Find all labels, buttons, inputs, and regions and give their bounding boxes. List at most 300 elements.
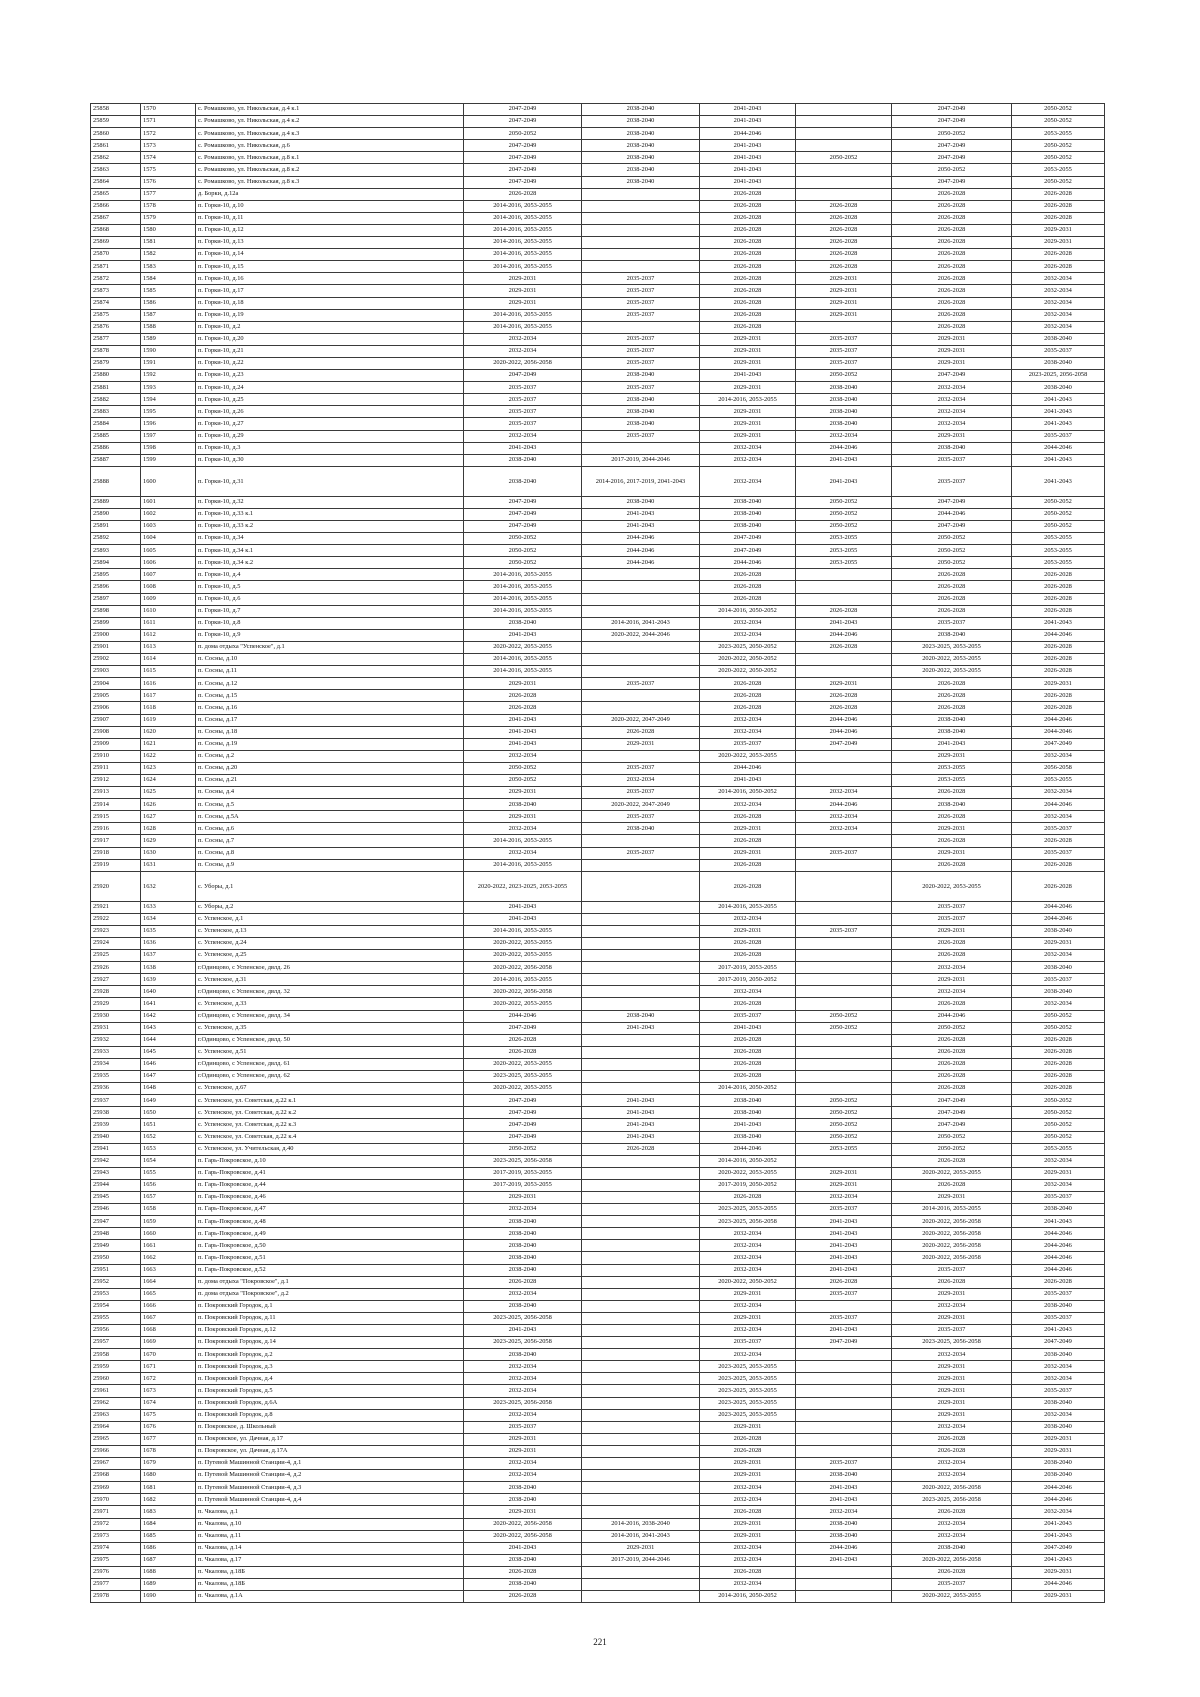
period-5-cell: 2038-2040 <box>892 1542 1012 1554</box>
record-number-cell: 1680 <box>141 1470 196 1482</box>
period-2-cell: 2035-2037 <box>582 762 700 774</box>
period-5-cell: 2026-2028 <box>892 200 1012 212</box>
address-cell: п. Гарь-Покровское, д.10 <box>196 1155 464 1167</box>
period-2-cell: 2041-2043 <box>582 1022 700 1034</box>
period-6-cell: 2032-2034 <box>1012 1179 1105 1191</box>
period-5-cell: 2047-2049 <box>892 521 1012 533</box>
period-4-cell: 2050-2052 <box>796 508 892 520</box>
period-5-cell: 2032-2034 <box>892 406 1012 418</box>
period-3-cell: 2035-2037 <box>700 738 796 750</box>
row-id-cell: 25940 <box>91 1131 141 1143</box>
period-1-cell: 2023-2025, 2056-2058 <box>464 1337 582 1349</box>
period-4-cell: 2029-2031 <box>796 297 892 309</box>
period-1-cell: 2026-2028 <box>464 1034 582 1046</box>
period-5-cell: 2020-2022, 2056-2058 <box>892 1216 1012 1228</box>
period-5-cell: 2020-2022, 2053-2055 <box>892 1167 1012 1179</box>
period-5-cell: 2047-2049 <box>892 104 1012 116</box>
row-id-cell: 25962 <box>91 1397 141 1409</box>
address-cell: п. Горки-10, д.16 <box>196 273 464 285</box>
period-1-cell: 2038-2040 <box>464 1300 582 1312</box>
period-6-cell: 2047-2049 <box>1012 1542 1105 1554</box>
address-cell: п. Горки-10, д.26 <box>196 406 464 418</box>
row-id-cell: 25953 <box>91 1288 141 1300</box>
period-5-cell: 2047-2049 <box>892 1107 1012 1119</box>
record-number-cell: 1672 <box>141 1373 196 1385</box>
table-row <box>91 1143 1105 1155</box>
period-3-cell: 2026-2028 <box>700 1566 796 1578</box>
table-row <box>91 1312 1105 1324</box>
period-5-cell: 2047-2049 <box>892 496 1012 508</box>
period-3-cell: 2026-2028 <box>700 1046 796 1058</box>
period-5-cell: 2029-2031 <box>892 1288 1012 1300</box>
period-1-cell: 2041-2043 <box>464 738 582 750</box>
row-id-cell: 25892 <box>91 533 141 545</box>
period-5-cell: 2026-2028 <box>892 569 1012 581</box>
period-3-cell: 2014-2016, 2053-2055 <box>700 394 796 406</box>
period-5-cell: 2026-2028 <box>892 1566 1012 1578</box>
row-id-cell: 25934 <box>91 1058 141 1070</box>
period-1-cell: 2041-2043 <box>464 913 582 925</box>
period-6-cell: 2026-2028 <box>1012 835 1105 847</box>
period-4-cell <box>796 1034 892 1046</box>
row-id-cell: 25931 <box>91 1022 141 1034</box>
table-row <box>91 1034 1105 1046</box>
period-3-cell: 2014-2016, 2050-2052 <box>700 787 796 799</box>
period-6-cell: 2038-2040 <box>1012 986 1105 998</box>
period-2-cell <box>582 1445 700 1457</box>
address-cell: п. Сосны, д.21 <box>196 774 464 786</box>
period-5-cell: 2050-2052 <box>892 1022 1012 1034</box>
period-3-cell: 2029-2031 <box>700 1312 796 1324</box>
period-2-cell <box>582 1506 700 1518</box>
period-2-cell <box>582 1058 700 1070</box>
table-row <box>91 738 1105 750</box>
period-1-cell: 2029-2031 <box>464 1506 582 1518</box>
period-1-cell: 2020-2022, 2056-2058 <box>464 986 582 998</box>
row-id-cell: 25966 <box>91 1445 141 1457</box>
period-1-cell: 2032-2034 <box>464 1409 582 1421</box>
period-2-cell <box>582 1397 700 1409</box>
period-4-cell: 2050-2052 <box>796 370 892 382</box>
row-id-cell: 25887 <box>91 454 141 466</box>
period-6-cell: 2026-2028 <box>1012 654 1105 666</box>
table-row <box>91 1228 1105 1240</box>
period-3-cell: 2017-2019, 2050-2052 <box>700 974 796 986</box>
row-id-cell: 25908 <box>91 726 141 738</box>
period-1-cell: 2014-2016, 2053-2055 <box>464 835 582 847</box>
period-5-cell: 2026-2028 <box>892 1034 1012 1046</box>
row-id-cell: 25910 <box>91 750 141 762</box>
period-6-cell: 2044-2046 <box>1012 799 1105 811</box>
period-6-cell: 2026-2028 <box>1012 261 1105 273</box>
record-number-cell: 1572 <box>141 128 196 140</box>
period-5-cell: 2044-2046 <box>892 508 1012 520</box>
period-1-cell: 2014-2016, 2053-2055 <box>464 593 582 605</box>
address-cell: п. Чкалова, д.11 <box>196 1530 464 1542</box>
period-1-cell: 2032-2034 <box>464 333 582 345</box>
record-number-cell: 1626 <box>141 799 196 811</box>
record-number-cell: 1618 <box>141 702 196 714</box>
period-3-cell: 2041-2043 <box>700 116 796 128</box>
table-row <box>91 557 1105 569</box>
period-2-cell: 2038-2040 <box>582 823 700 835</box>
period-1-cell: 2035-2037 <box>464 418 582 430</box>
period-5-cell: 2026-2028 <box>892 938 1012 950</box>
period-4-cell: 2047-2049 <box>796 738 892 750</box>
period-1-cell: 2020-2022, 2053-2055 <box>464 950 582 962</box>
period-6-cell: 2026-2028 <box>1012 641 1105 653</box>
period-1-cell: 2050-2052 <box>464 533 582 545</box>
record-number-cell: 1671 <box>141 1361 196 1373</box>
row-id-cell: 25967 <box>91 1458 141 1470</box>
row-id-cell: 25975 <box>91 1554 141 1566</box>
period-2-cell <box>582 1240 700 1252</box>
address-cell: п. Гарь-Покровское, д.50 <box>196 1240 464 1252</box>
period-4-cell: 2041-2043 <box>796 1482 892 1494</box>
period-3-cell: 2032-2034 <box>700 617 796 629</box>
period-4-cell <box>796 974 892 986</box>
address-cell: с. Успенское, д.25 <box>196 950 464 962</box>
row-id-cell: 25959 <box>91 1361 141 1373</box>
address-cell: п. Горки-10, д.18 <box>196 297 464 309</box>
period-2-cell <box>582 442 700 454</box>
table-row <box>91 750 1105 762</box>
table-row <box>91 176 1105 188</box>
table-row <box>91 629 1105 641</box>
period-5-cell: 2014-2016, 2053-2055 <box>892 1204 1012 1216</box>
period-6-cell: 2029-2031 <box>1012 237 1105 249</box>
period-4-cell <box>796 950 892 962</box>
period-3-cell: 2041-2043 <box>700 104 796 116</box>
period-2-cell <box>582 1252 700 1264</box>
row-id-cell: 25935 <box>91 1071 141 1083</box>
address-cell: п. Сосны, д.10 <box>196 654 464 666</box>
record-number-cell: 1584 <box>141 273 196 285</box>
address-cell: п. Сосны, д.2 <box>196 750 464 762</box>
record-number-cell: 1632 <box>141 871 196 901</box>
period-6-cell: 2053-2055 <box>1012 533 1105 545</box>
record-number-cell: 1675 <box>141 1409 196 1421</box>
address-cell: п. Горки-10, д.10 <box>196 200 464 212</box>
period-2-cell: 2038-2040 <box>582 152 700 164</box>
period-1-cell: 2020-2022, 2056-2058 <box>464 1518 582 1530</box>
record-number-cell: 1642 <box>141 1010 196 1022</box>
period-3-cell: 2041-2043 <box>700 140 796 152</box>
period-3-cell: 2023-2025, 2053-2055 <box>700 1385 796 1397</box>
period-1-cell: 2038-2040 <box>464 617 582 629</box>
row-id-cell: 25923 <box>91 925 141 937</box>
period-5-cell: 2035-2037 <box>892 901 1012 913</box>
period-4-cell: 2041-2043 <box>796 1216 892 1228</box>
period-5-cell: 2035-2037 <box>892 1325 1012 1337</box>
period-5-cell: 2029-2031 <box>892 925 1012 937</box>
address-cell: с. Успенское, ул. Советская, д.22 к.2 <box>196 1107 464 1119</box>
period-4-cell: 2035-2037 <box>796 1288 892 1300</box>
period-4-cell <box>796 581 892 593</box>
period-2-cell: 2020-2022, 2047-2049 <box>582 799 700 811</box>
address-cell: п. Покровский Городок, д.3 <box>196 1361 464 1373</box>
period-3-cell: 2020-2022, 2053-2055 <box>700 1167 796 1179</box>
table-row <box>91 224 1105 236</box>
period-1-cell: 2038-2040 <box>464 1578 582 1590</box>
address-cell: п. Горки-10, д.21 <box>196 345 464 357</box>
table-row <box>91 1349 1105 1361</box>
table-row <box>91 605 1105 617</box>
address-cell: с. Успенское, д.31 <box>196 974 464 986</box>
data-table <box>90 103 1105 1603</box>
period-4-cell: 2038-2040 <box>796 394 892 406</box>
address-cell: п. Сосны, д.18 <box>196 726 464 738</box>
period-4-cell: 2026-2028 <box>796 641 892 653</box>
table-row <box>91 1058 1105 1070</box>
record-number-cell: 1570 <box>141 104 196 116</box>
address-cell: п. Горки-10, д.24 <box>196 382 464 394</box>
table-row <box>91 1578 1105 1590</box>
period-3-cell: 2023-2025, 2050-2052 <box>700 641 796 653</box>
period-6-cell: 2032-2034 <box>1012 1506 1105 1518</box>
period-3-cell: 2026-2028 <box>700 249 796 261</box>
table-row <box>91 164 1105 176</box>
row-id-cell: 25872 <box>91 273 141 285</box>
period-2-cell: 2035-2037 <box>582 678 700 690</box>
period-6-cell: 2032-2034 <box>1012 1155 1105 1167</box>
period-2-cell <box>582 1325 700 1337</box>
table-row <box>91 986 1105 998</box>
period-5-cell: 2026-2028 <box>892 212 1012 224</box>
period-5-cell: 2026-2028 <box>892 593 1012 605</box>
period-2-cell: 2035-2037 <box>582 847 700 859</box>
period-2-cell <box>582 1179 700 1191</box>
record-number-cell: 1657 <box>141 1191 196 1203</box>
period-3-cell: 2020-2022, 2053-2055 <box>700 750 796 762</box>
period-3-cell: 2029-2031 <box>700 1470 796 1482</box>
address-cell: п. Горки-10, д.33 к.1 <box>196 508 464 520</box>
row-id-cell: 25970 <box>91 1494 141 1506</box>
period-3-cell: 2026-2028 <box>700 950 796 962</box>
period-3-cell: 2014-2016, 2050-2052 <box>700 1083 796 1095</box>
period-1-cell: 2041-2043 <box>464 726 582 738</box>
table-row <box>91 1494 1105 1506</box>
record-number-cell: 1664 <box>141 1276 196 1288</box>
period-5-cell: 2026-2028 <box>892 1058 1012 1070</box>
row-id-cell: 25925 <box>91 950 141 962</box>
period-3-cell: 2017-2019, 2053-2055 <box>700 962 796 974</box>
period-1-cell: 2047-2049 <box>464 496 582 508</box>
row-id-cell: 25920 <box>91 871 141 901</box>
period-2-cell: 2032-2034 <box>582 774 700 786</box>
row-id-cell: 25938 <box>91 1107 141 1119</box>
address-cell: п. Горки-10, д.34 к.1 <box>196 545 464 557</box>
period-1-cell: 2038-2040 <box>464 1216 582 1228</box>
record-number-cell: 1645 <box>141 1046 196 1058</box>
period-5-cell: 2047-2049 <box>892 1095 1012 1107</box>
row-id-cell: 25971 <box>91 1506 141 1518</box>
record-number-cell: 1606 <box>141 557 196 569</box>
period-5-cell: 2035-2037 <box>892 1264 1012 1276</box>
period-2-cell: 2038-2040 <box>582 496 700 508</box>
record-number-cell: 1578 <box>141 200 196 212</box>
period-6-cell: 2044-2046 <box>1012 1228 1105 1240</box>
period-1-cell: 2017-2019, 2053-2055 <box>464 1179 582 1191</box>
period-6-cell: 2050-2052 <box>1012 1131 1105 1143</box>
period-6-cell: 2044-2046 <box>1012 913 1105 925</box>
period-2-cell <box>582 1312 700 1324</box>
table-row <box>91 533 1105 545</box>
record-number-cell: 1612 <box>141 629 196 641</box>
period-1-cell: 2032-2034 <box>464 1361 582 1373</box>
period-6-cell: 2038-2040 <box>1012 1349 1105 1361</box>
table-row <box>91 1179 1105 1191</box>
address-cell: п. Горки-10, д.31 <box>196 466 464 496</box>
period-1-cell: 2041-2043 <box>464 1542 582 1554</box>
record-number-cell: 1648 <box>141 1083 196 1095</box>
period-2-cell <box>582 569 700 581</box>
period-5-cell: 2032-2034 <box>892 394 1012 406</box>
table-row <box>91 1566 1105 1578</box>
address-cell: п. Сосны, д.15 <box>196 690 464 702</box>
table-row <box>91 1071 1105 1083</box>
period-4-cell: 2029-2031 <box>796 1167 892 1179</box>
address-cell: п. Сосны, д.12 <box>196 678 464 690</box>
period-3-cell: 2032-2034 <box>700 799 796 811</box>
period-2-cell: 2041-2043 <box>582 1119 700 1131</box>
record-number-cell: 1616 <box>141 678 196 690</box>
period-2-cell <box>582 1566 700 1578</box>
record-number-cell: 1580 <box>141 224 196 236</box>
period-5-cell: 2032-2034 <box>892 1421 1012 1433</box>
period-5-cell: 2026-2028 <box>892 605 1012 617</box>
row-id-cell: 25888 <box>91 466 141 496</box>
period-2-cell <box>582 1470 700 1482</box>
table-row <box>91 200 1105 212</box>
table-row <box>91 1433 1105 1445</box>
row-id-cell: 25974 <box>91 1542 141 1554</box>
period-3-cell: 2044-2046 <box>700 128 796 140</box>
period-2-cell <box>582 859 700 871</box>
period-3-cell: 2032-2034 <box>700 1554 796 1566</box>
period-4-cell: 2050-2052 <box>796 152 892 164</box>
period-1-cell: 2032-2034 <box>464 1373 582 1385</box>
period-3-cell: 2023-2025, 2056-2058 <box>700 1216 796 1228</box>
record-number-cell: 1608 <box>141 581 196 593</box>
period-2-cell: 2041-2043 <box>582 1095 700 1107</box>
record-number-cell: 1640 <box>141 986 196 998</box>
record-number-cell: 1623 <box>141 762 196 774</box>
address-cell: п. Горки-10, д.14 <box>196 249 464 261</box>
row-id-cell: 25862 <box>91 152 141 164</box>
period-4-cell: 2035-2037 <box>796 357 892 369</box>
period-2-cell <box>582 1361 700 1373</box>
period-6-cell: 2044-2046 <box>1012 1252 1105 1264</box>
address-cell: г.Одинцово, с Успенское, двлд. 32 <box>196 986 464 998</box>
address-cell: п. Покровский Городок, д.14 <box>196 1337 464 1349</box>
record-number-cell: 1625 <box>141 787 196 799</box>
period-5-cell: 2047-2049 <box>892 176 1012 188</box>
period-2-cell: 2035-2037 <box>582 382 700 394</box>
period-4-cell: 2041-2043 <box>796 1240 892 1252</box>
table-row <box>91 1107 1105 1119</box>
period-3-cell: 2026-2028 <box>700 678 796 690</box>
row-id-cell: 25946 <box>91 1204 141 1216</box>
period-5-cell: 2026-2028 <box>892 321 1012 333</box>
table-row <box>91 1216 1105 1228</box>
row-id-cell: 25895 <box>91 569 141 581</box>
period-2-cell <box>582 581 700 593</box>
period-4-cell: 2026-2028 <box>796 212 892 224</box>
period-1-cell: 2038-2040 <box>464 1264 582 1276</box>
record-number-cell: 1682 <box>141 1494 196 1506</box>
period-2-cell: 2035-2037 <box>582 357 700 369</box>
period-3-cell: 2029-2031 <box>700 430 796 442</box>
address-cell: с. Ромашково, ул. Никольская, д.4 к.2 <box>196 116 464 128</box>
period-5-cell: 2038-2040 <box>892 442 1012 454</box>
period-4-cell: 2044-2046 <box>796 442 892 454</box>
table-row <box>91 1361 1105 1373</box>
period-6-cell: 2023-2025, 2056-2058 <box>1012 370 1105 382</box>
period-1-cell: 2014-2016, 2053-2055 <box>464 974 582 986</box>
record-number-cell: 1651 <box>141 1119 196 1131</box>
period-2-cell: 2026-2028 <box>582 1143 700 1155</box>
address-cell: п. Сосны, д.5 <box>196 799 464 811</box>
period-3-cell: 2026-2028 <box>700 212 796 224</box>
period-5-cell: 2026-2028 <box>892 1179 1012 1191</box>
table-row <box>91 1167 1105 1179</box>
record-number-cell: 1592 <box>141 370 196 382</box>
row-id-cell: 25893 <box>91 545 141 557</box>
address-cell: п. Чкалова, д.14 <box>196 1542 464 1554</box>
period-5-cell: 2029-2031 <box>892 345 1012 357</box>
period-3-cell: 2026-2028 <box>700 200 796 212</box>
row-id-cell: 25905 <box>91 690 141 702</box>
period-2-cell <box>582 237 700 249</box>
period-6-cell: 2041-2043 <box>1012 466 1105 496</box>
table-row <box>91 1264 1105 1276</box>
row-id-cell: 25972 <box>91 1518 141 1530</box>
period-2-cell <box>582 901 700 913</box>
period-2-cell <box>582 962 700 974</box>
table-row <box>91 1240 1105 1252</box>
period-5-cell: 2032-2034 <box>892 1470 1012 1482</box>
record-number-cell: 1661 <box>141 1240 196 1252</box>
period-2-cell: 2017-2019, 2044-2046 <box>582 454 700 466</box>
period-4-cell: 2041-2043 <box>796 617 892 629</box>
period-1-cell: 2014-2016, 2053-2055 <box>464 925 582 937</box>
period-2-cell: 2035-2037 <box>582 285 700 297</box>
period-4-cell: 2053-2055 <box>796 533 892 545</box>
period-4-cell <box>796 654 892 666</box>
record-number-cell: 1624 <box>141 774 196 786</box>
period-5-cell: 2026-2028 <box>892 835 1012 847</box>
period-4-cell <box>796 1445 892 1457</box>
row-id-cell: 25880 <box>91 370 141 382</box>
period-5-cell: 2032-2034 <box>892 962 1012 974</box>
record-number-cell: 1637 <box>141 950 196 962</box>
table-row <box>91 1591 1105 1603</box>
table-row <box>91 654 1105 666</box>
period-1-cell: 2017-2019, 2053-2055 <box>464 1167 582 1179</box>
period-5-cell: 2038-2040 <box>892 629 1012 641</box>
period-5-cell: 2029-2031 <box>892 974 1012 986</box>
period-5-cell: 2026-2028 <box>892 1506 1012 1518</box>
period-3-cell: 2032-2034 <box>700 1252 796 1264</box>
table-row <box>91 237 1105 249</box>
period-3-cell: 2029-2031 <box>700 357 796 369</box>
period-5-cell: 2032-2034 <box>892 1300 1012 1312</box>
period-4-cell <box>796 1361 892 1373</box>
period-3-cell: 2038-2040 <box>700 1095 796 1107</box>
period-6-cell: 2026-2028 <box>1012 569 1105 581</box>
period-6-cell: 2047-2049 <box>1012 738 1105 750</box>
